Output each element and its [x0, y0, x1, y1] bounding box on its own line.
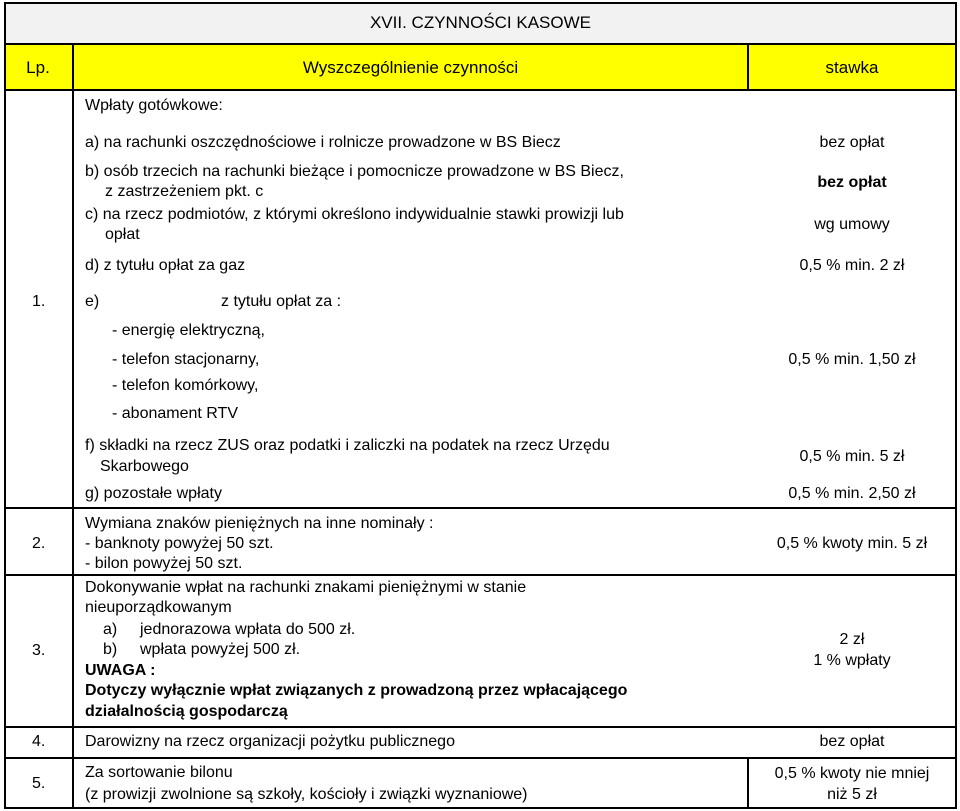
s1-c-rate: wg umowy	[814, 216, 890, 233]
s1-d-text: d) z tytułu opłat za gaz	[85, 257, 246, 274]
s1-e-item-4: - abonament RTV	[112, 405, 238, 422]
s1-b-line2: z zastrzeżeniem pkt. c	[105, 183, 264, 200]
s2-rate: 0,5 % kwoty min. 5 zł	[776, 535, 928, 552]
row-number-1: 1.	[32, 293, 46, 310]
s1-e-item-3: - telefon komórkowy,	[112, 377, 259, 394]
s1-d-rate: 0,5 % min. 2 zł	[799, 257, 905, 274]
border-bottom	[4, 807, 957, 809]
s3-a-label: a)	[103, 621, 118, 638]
s3-note-title: UWAGA :	[85, 662, 156, 679]
s2-line-3: - bilon powyżej 50 szt.	[85, 555, 243, 572]
row-number-5: 5.	[32, 775, 46, 792]
s1-e-item-1: - energię elektryczną,	[112, 322, 265, 339]
border-header-bottom	[4, 89, 957, 91]
s1-a-text: a) na rachunki oszczędnościowe i rolnicze prowadzone w BS Biecz	[85, 134, 561, 151]
s3-line-1: Dokonywanie wpłat na rachunki znakami pieniężnymi w stanie	[85, 579, 527, 596]
s1-b-rate: bez opłat	[817, 174, 887, 191]
s4-text: Darowizny na rzecz organizacji pożytku publicznego	[85, 733, 455, 750]
s4-rate: bez opłat	[819, 733, 885, 750]
border-s4-s5	[4, 757, 957, 759]
s1-e-item-2: - telefon stacjonarny,	[112, 351, 260, 368]
header-desc: Wyszczególnienie czynności	[302, 58, 519, 77]
s2-line-1: Wymiana znaków pieniężnych na inne nominały :	[85, 515, 434, 532]
s3-rate-2: 1 % wpłaty	[813, 652, 891, 669]
s1-e-label: e)	[85, 293, 100, 310]
header-rate: stawka	[825, 58, 879, 77]
border-s2-s3	[4, 574, 957, 576]
s1-b-line1: b) osób trzecich na rachunki bieżące i pomocnicze prowadzone w BS Biecz,	[85, 163, 624, 180]
s1-a-rate: bez opłat	[819, 134, 885, 151]
border-top	[4, 2, 957, 4]
border-s3-s4	[4, 726, 957, 728]
border-s1-s2	[4, 507, 957, 509]
s1-f-rate: 0,5 % min. 5 zł	[799, 448, 905, 465]
s3-note-line-2: działalnością gospodarczą	[85, 703, 288, 720]
s1-f-line1: f) składki na rzecz ZUS oraz podatki i zaliczki na podatek na rzecz Urzędu	[85, 437, 610, 454]
border-title-bottom	[4, 43, 957, 45]
s1-g-text: g) pozostałe wpłaty	[85, 485, 222, 502]
s1-c-line1: c) na rzecz podmiotów, z którymi określono indywidualnie stawki prowizji lub	[85, 206, 624, 223]
s5-line-2: (z prowizji zwolnione są szkoły, kościoły i związki wyznaniowe)	[85, 786, 528, 803]
s5-rate-1: 0,5 % kwoty nie mniej	[774, 765, 930, 782]
s1-f-line2: Skarbowego	[100, 458, 189, 475]
s3-line-2: nieuporządkowanym	[85, 599, 232, 616]
s1-intro: Wpłaty gotówkowe:	[85, 97, 223, 114]
s2-line-2: - banknoty powyżej 50 szt.	[85, 535, 274, 552]
s1-g-rate: 0,5 % min. 2,50 zł	[788, 485, 916, 502]
s3-note-line-1: Dotyczy wyłącznie wpłat związanych z prowadzoną przez wpłacającego	[85, 682, 628, 699]
s1-e-heading: z tytułu opłat za :	[221, 293, 342, 310]
s3-b-label: b)	[103, 641, 118, 658]
s5-line-1: Za sortowanie bilonu	[85, 764, 233, 781]
row-number-2: 2.	[32, 535, 46, 552]
s3-b-text: wpłata powyżej 500 zł.	[140, 641, 301, 658]
s1-e-rate: 0,5 % min. 1,50 zł	[788, 351, 916, 368]
border-left	[4, 2, 6, 809]
page-title: XVII. CZYNNOŚCI KASOWE	[369, 13, 592, 32]
row-number-4: 4.	[32, 733, 46, 750]
row-number-3: 3.	[32, 642, 46, 659]
header-lp: Lp.	[26, 58, 50, 77]
s1-c-line2: opłat	[105, 226, 140, 243]
s5-rate-2: niż 5 zł	[827, 786, 877, 803]
s3-rate-1: 2 zł	[839, 631, 865, 648]
s3-a-text: jednorazowa wpłata do 500 zł.	[140, 621, 356, 638]
divider-lp	[72, 43, 74, 809]
border-right	[955, 2, 957, 809]
